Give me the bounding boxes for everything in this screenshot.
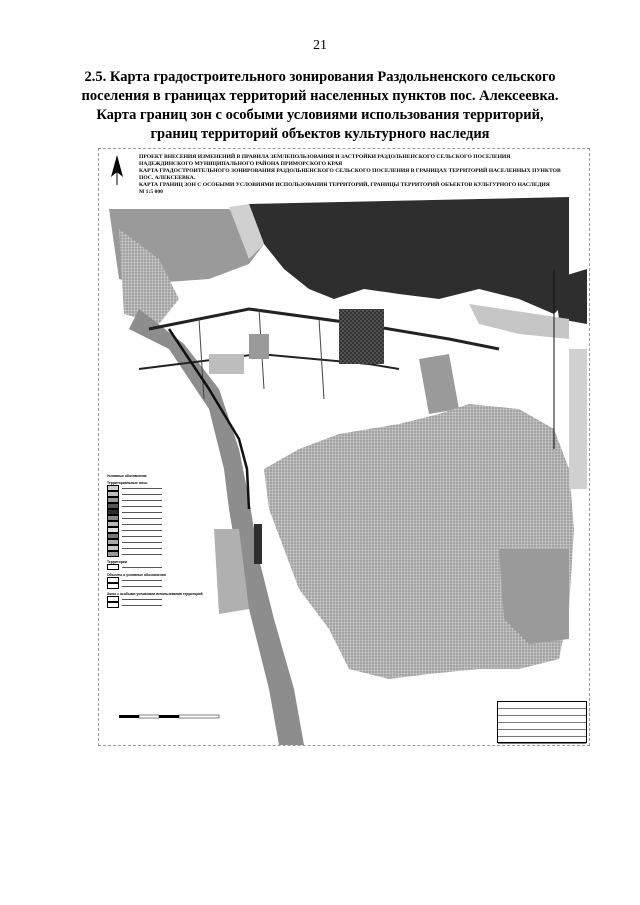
page-number: 21 (313, 38, 327, 53)
map-header-line: КАРТА ГРАНИЦ ЗОН С ОСОБЫМИ УСЛОВИЯМИ ИСПОЛЬЗОВАНИЯ ТЕРРИТОРИЙ, ГРАНИЦЫ ТЕРРИТОРИЙ ОБЪЕКТОВ КУЛЬТУРНОГО НАСЛЕДИЯ (139, 182, 550, 188)
title-block-stamp (497, 701, 587, 743)
dark-block (254, 524, 262, 564)
map-header-line: ПРОЕКТ ВНЕСЕНИЯ ИЗМЕНЕНИЙ В ПРАВИЛА ЗЕМЛЕПОЛЬЗОВАНИЯ И ЗАСТРОЙКИ РАЗДОЛЬНЕНСКОГО СЕЛЬСКОГО ПОСЕЛЕНИЯ (139, 154, 511, 160)
road-main (149, 309, 499, 349)
dark-zone-north (249, 197, 569, 314)
map-header-line: НАДЕЖДИНСКОГО МУНИЦИПАЛЬНОГО РАЙОНА ПРИМОРСКОГО КРАЯ (139, 161, 343, 167)
grey-block (249, 334, 269, 359)
dark-block (339, 309, 384, 364)
map-header-line: КАРТА ГРАДОСТРОИТЕЛЬНОГО ЗОНИРОВАНИЯ РАЗДОЛЬНЕНСКОГО СЕЛЬСКОГО ПОСЕЛЕНИЯ В ГРАНИЦАХ ТЕРРИТОРИЙ НАСЕЛЕННЫХ ПУНКТОВ (139, 168, 561, 174)
title-line: 2.5. Карта градостроительного зонирования Раздольненского сельского (84, 69, 556, 85)
scale-bar (119, 707, 239, 727)
legend-section: Объекты и условные обозначения (107, 573, 166, 577)
legend-section: Территориальные зоны (107, 481, 148, 485)
title-line: поселения в границах территорий населенных пунктов пос. Алексеевка. (81, 88, 559, 104)
legend-section: Зоны с особыми условиями использования территорий (107, 592, 203, 596)
light-zone-east (569, 349, 587, 489)
page-title (60, 68, 580, 144)
legend-section: Территории (107, 560, 127, 564)
grey-zone-east (419, 354, 459, 414)
legend-item (107, 602, 217, 608)
legend-item (107, 551, 217, 557)
legend-item (107, 564, 217, 570)
map-legend (107, 471, 217, 741)
map-header-line: ПОС. АЛЕКСЕЕВКА. (139, 175, 196, 181)
grey-block (209, 354, 244, 374)
map-header-line: М 1:5 000 (139, 189, 163, 195)
legend-title: Условные обозначения (107, 474, 147, 478)
title-line: Карта границ зон с особыми условиями использования территорий, (96, 107, 544, 123)
title-line: границ территорий объектов культурного наследия (150, 126, 490, 142)
zoning-map (98, 148, 590, 746)
legend-item (107, 583, 217, 589)
north-arrow-icon (107, 155, 127, 185)
map-header (139, 154, 579, 196)
